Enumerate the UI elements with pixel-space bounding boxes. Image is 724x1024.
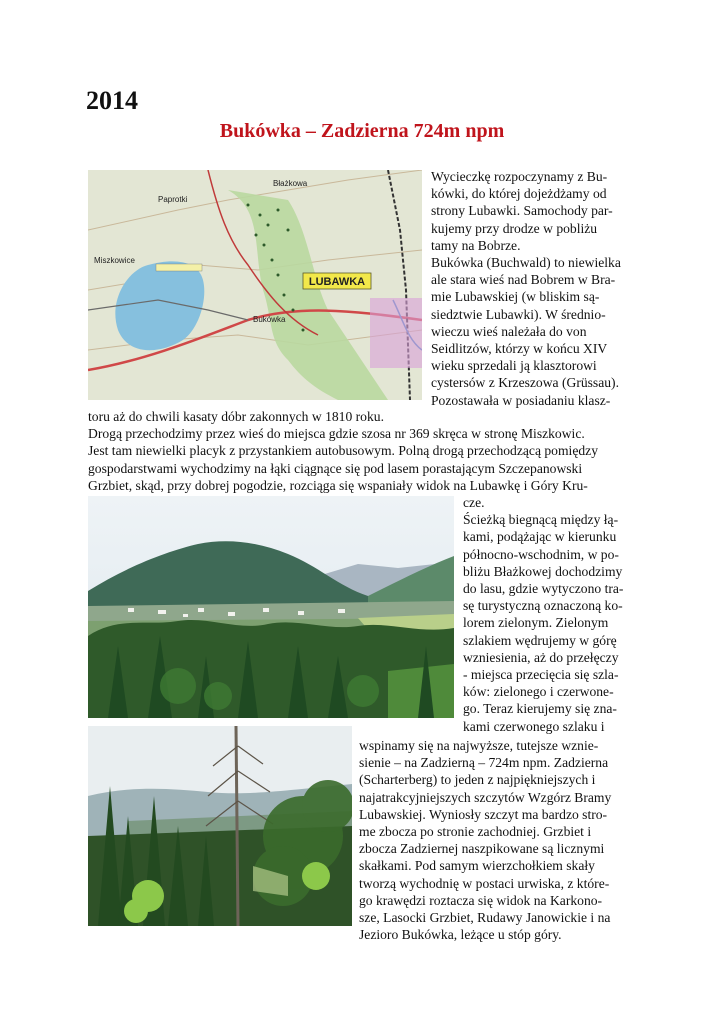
text-line: toru aż do chwili kasaty dóbr zakonnych w 1810 roku.: [88, 409, 384, 424]
text-line: Drogą przechodzimy przez wieś do miejsca gdzie szosa nr 369 skręca w stronę Miszkowic.: [88, 426, 585, 442]
text-line: cystersów z Krzeszowa (Grüssau).: [431, 375, 619, 391]
map-label-blazkowa: Błażkowa: [273, 179, 308, 188]
text-line: ków: zielonego i czerwone-: [463, 684, 614, 700]
text-line: Ścieżką biegnącą między łą-: [463, 512, 619, 528]
text-line: wieczu wieś należała do von: [431, 323, 587, 339]
text-line: wspinamy się na najwyższe, tutejsze wznie-: [359, 738, 599, 753]
text-line: me zbocza po stronie zachodniej. Grzbiet i: [359, 824, 592, 840]
text-line: szlakiem wędrujemy w górę: [463, 632, 617, 648]
text-line: go krawędzi roztacza się widok na Karkono-: [359, 892, 603, 908]
summit-paragraph-column: [359, 737, 611, 943]
text-line: północno-wschodnim, w po-: [463, 546, 619, 562]
text-line: kówki, do której dojeżdżamy od: [431, 186, 607, 202]
intro-paragraph-column: [431, 168, 621, 409]
text-line: Lubawskiej. Wyniosły szczyt ma bardzo stro-: [359, 806, 608, 822]
text-line: sienie – na Zadzierną – 724m npm. Zadzierna: [359, 755, 609, 771]
text-line: tworzą wychodnię w postaci urwiska, z które-: [359, 875, 610, 891]
text-line: tamy na Bobrze.: [431, 237, 521, 253]
year-heading: 2014: [86, 86, 138, 115]
full-width-paragraph: [88, 408, 598, 494]
text-line: Jezioro Bukówka, leżące u stóp góry.: [359, 927, 562, 943]
text-line: zbocza Zadziernej naszpikowane są licznymi: [359, 841, 605, 857]
text-line: Seidlitzów, którzy w końcu XIV: [431, 341, 608, 357]
text-line: skałkami. Pod samym wierzchołkiem skały: [359, 858, 595, 874]
text-line: - miejsca przecięcia się szla-: [463, 667, 619, 683]
text-line: najatrakcyjniejszych szczytów Wzgórz Bramy: [359, 789, 612, 805]
text-line: sze, Lasocki Grzbiet, Rudawy Janowickie i na: [359, 910, 611, 926]
text-line: do lasu, gdzie wytyczono tra-: [463, 581, 624, 597]
text-line: sę turystyczną oznaczoną ko-: [463, 598, 623, 614]
map-label-miszkowice: Miszkowice: [94, 256, 135, 265]
text-line: Wycieczkę rozpoczynamy z Bu-: [431, 169, 608, 184]
text-line: Pozostawała w posiadaniu klasz-: [431, 392, 611, 408]
text-line: kujemy przy drodze w pobliżu: [431, 220, 598, 236]
text-line: bliżu Błażkowej dochodzimy: [463, 563, 623, 579]
text-line: wzniesienia, aż do przełęczy: [463, 649, 619, 665]
text-line: go. Teraz kierujemy się zna-: [463, 701, 617, 717]
landscape-photo: [88, 496, 454, 718]
article-title: Bukówka – Zadzierna 724m npm: [219, 120, 505, 142]
text-line: cze.: [463, 495, 485, 510]
text-line: Grzbiet, skąd, przy dobrej pogodzie, rozciąga się wspaniały widok na Lubawkę i Góry Kru-: [88, 477, 588, 493]
map-label-lubawka: LUBAWKA: [308, 276, 366, 288]
text-line: ale stara wieś nad Bobrem w Bra-: [431, 272, 616, 288]
text-line: Bukówka (Buchwald) to niewielka: [431, 255, 621, 271]
text-line: kami czerwonego szlaku i: [463, 718, 605, 734]
map-image: [88, 170, 422, 400]
trail-paragraph-column: [463, 494, 623, 735]
text-line: Jest tam niewielki placyk z przystankiem autobusowym. Polną drogą przechodzącą pomiędzy: [88, 443, 598, 459]
text-line: wieku sprzedali ją klasztorowi: [431, 358, 597, 374]
map-label-bukowka: Bukówka: [253, 315, 286, 324]
text-line: kami, podążając w kierunku: [463, 529, 617, 545]
text-line: mie Lubawskiej (w bliskim są-: [431, 289, 600, 305]
text-line: gospodarstwami wychodzimy na łąki ciągnące się pod lasem porastającym Szczepanowski: [88, 460, 583, 476]
map-label-paprotki: Paprotki: [158, 195, 188, 204]
text-line: (Scharterberg) to jeden z najpiękniejszych i: [359, 772, 596, 788]
text-line: strony Lubawki. Samochody par-: [431, 203, 613, 219]
text-line: lorem zielonym. Zielonym: [463, 615, 609, 631]
forest-photo: [88, 726, 352, 926]
text-line: siedztwie Lubawki). W średnio-: [431, 306, 606, 322]
